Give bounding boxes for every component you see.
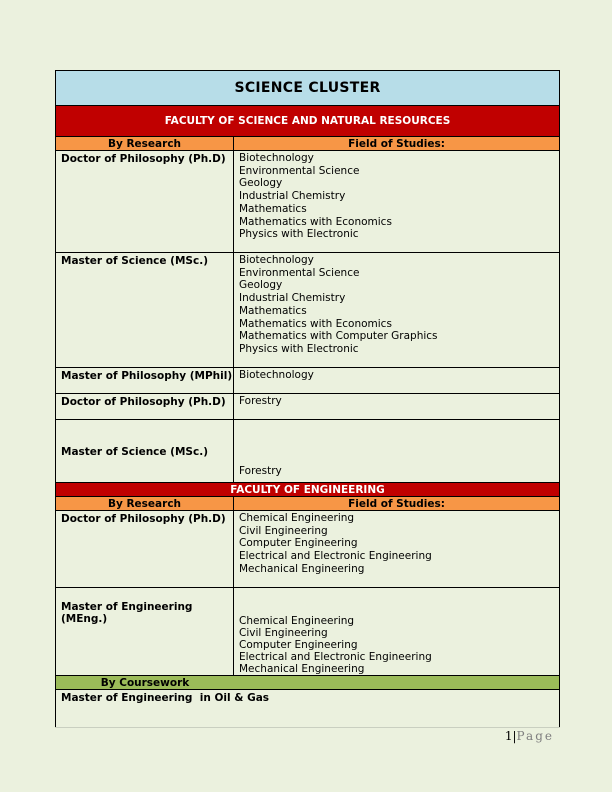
field-item: Forestry bbox=[239, 465, 282, 478]
field-item: Physics with Electronic bbox=[239, 228, 359, 241]
field-item: Mathematics with Computer Graphics bbox=[239, 330, 438, 343]
field-item: Mathematics with Economics bbox=[239, 215, 392, 228]
field-of-studies-header: Field of Studies: bbox=[348, 137, 445, 150]
table-row bbox=[56, 253, 559, 368]
field-item: Biotechnology bbox=[239, 254, 314, 266]
field-list bbox=[234, 588, 559, 675]
page-title: SCIENCE CLUSTER bbox=[56, 71, 559, 106]
field-item: Industrial Chemistry bbox=[239, 190, 346, 203]
field-item: Mechanical Engineering bbox=[239, 663, 365, 675]
field-list bbox=[234, 151, 559, 252]
field-list bbox=[234, 511, 559, 587]
field-list bbox=[234, 253, 559, 367]
field-item: Mathematics with Economics bbox=[239, 317, 392, 330]
program-name: Master of Engineering (MEng.) bbox=[56, 588, 234, 675]
engineering-column-headers bbox=[56, 497, 559, 511]
program-name: Master of Engineering in Oil & Gas bbox=[61, 692, 270, 704]
field-item: Biotechnology bbox=[239, 152, 314, 164]
program-name: Doctor of Philosophy (Ph.D) bbox=[56, 511, 234, 587]
field-item: Computer Engineering bbox=[239, 537, 358, 550]
by-coursework-header: By Coursework bbox=[100, 676, 190, 689]
field-list bbox=[234, 394, 559, 419]
coursework-header-row bbox=[56, 676, 559, 690]
faculty-science-header: FACULTY OF SCIENCE AND NATURAL RESOURCES bbox=[56, 106, 559, 137]
table-row bbox=[56, 420, 559, 483]
program-name: Doctor of Philosophy (Ph.D) bbox=[56, 394, 234, 419]
field-list bbox=[234, 368, 559, 393]
field-item: Mathematics bbox=[239, 304, 307, 317]
field-list bbox=[234, 420, 559, 482]
table-row bbox=[56, 690, 559, 727]
program-name bbox=[56, 420, 234, 482]
program-name: Master of Science (MSc.) bbox=[56, 253, 234, 367]
science-column-headers bbox=[56, 137, 559, 151]
field-item: Civil Engineering bbox=[239, 524, 328, 537]
field-item: Geology bbox=[239, 177, 283, 190]
field-item: Mathematics bbox=[239, 202, 307, 215]
field-item: Geology bbox=[239, 279, 283, 292]
page-number-value: 1 bbox=[504, 729, 513, 743]
field-of-studies-header: Field of Studies: bbox=[348, 497, 445, 510]
table-row bbox=[56, 394, 559, 420]
page-number bbox=[505, 729, 554, 743]
field-item: Civil Engineering bbox=[239, 627, 328, 639]
field-item: Forestry bbox=[239, 395, 282, 407]
field-item: Physics with Electronic bbox=[239, 342, 359, 355]
table-row bbox=[56, 588, 559, 676]
field-item: Electrical and Electronic Engineering bbox=[239, 550, 432, 563]
program-name: Master of Philosophy (MPhil) bbox=[56, 368, 234, 393]
page-separator: | bbox=[512, 729, 517, 743]
footer-divider bbox=[55, 727, 560, 728]
field-item: Electrical and Electronic Engineering bbox=[239, 651, 432, 663]
by-research-header: By Research bbox=[56, 497, 234, 510]
field-item: Environmental Science bbox=[239, 266, 360, 279]
field-item: Industrial Chemistry bbox=[239, 292, 346, 305]
field-item: Biotechnology bbox=[239, 369, 314, 381]
table-row bbox=[56, 368, 559, 394]
field-item: Chemical Engineering bbox=[239, 512, 355, 524]
programs-table bbox=[55, 70, 560, 728]
faculty-engineering-header: FACULTY OF ENGINEERING bbox=[56, 483, 559, 497]
page-label: Page bbox=[516, 729, 554, 743]
field-item: Chemical Engineering bbox=[239, 615, 355, 627]
by-research-header: By Research bbox=[56, 137, 234, 150]
table-row bbox=[56, 511, 559, 588]
program-name: Doctor of Philosophy (Ph.D) bbox=[56, 151, 234, 252]
table-row bbox=[56, 151, 559, 253]
field-item: Mechanical Engineering bbox=[239, 562, 365, 575]
field-item: Computer Engineering bbox=[239, 639, 358, 651]
field-item: Environmental Science bbox=[239, 164, 360, 177]
program-name-text: Master of Science (MSc.) bbox=[61, 446, 208, 458]
